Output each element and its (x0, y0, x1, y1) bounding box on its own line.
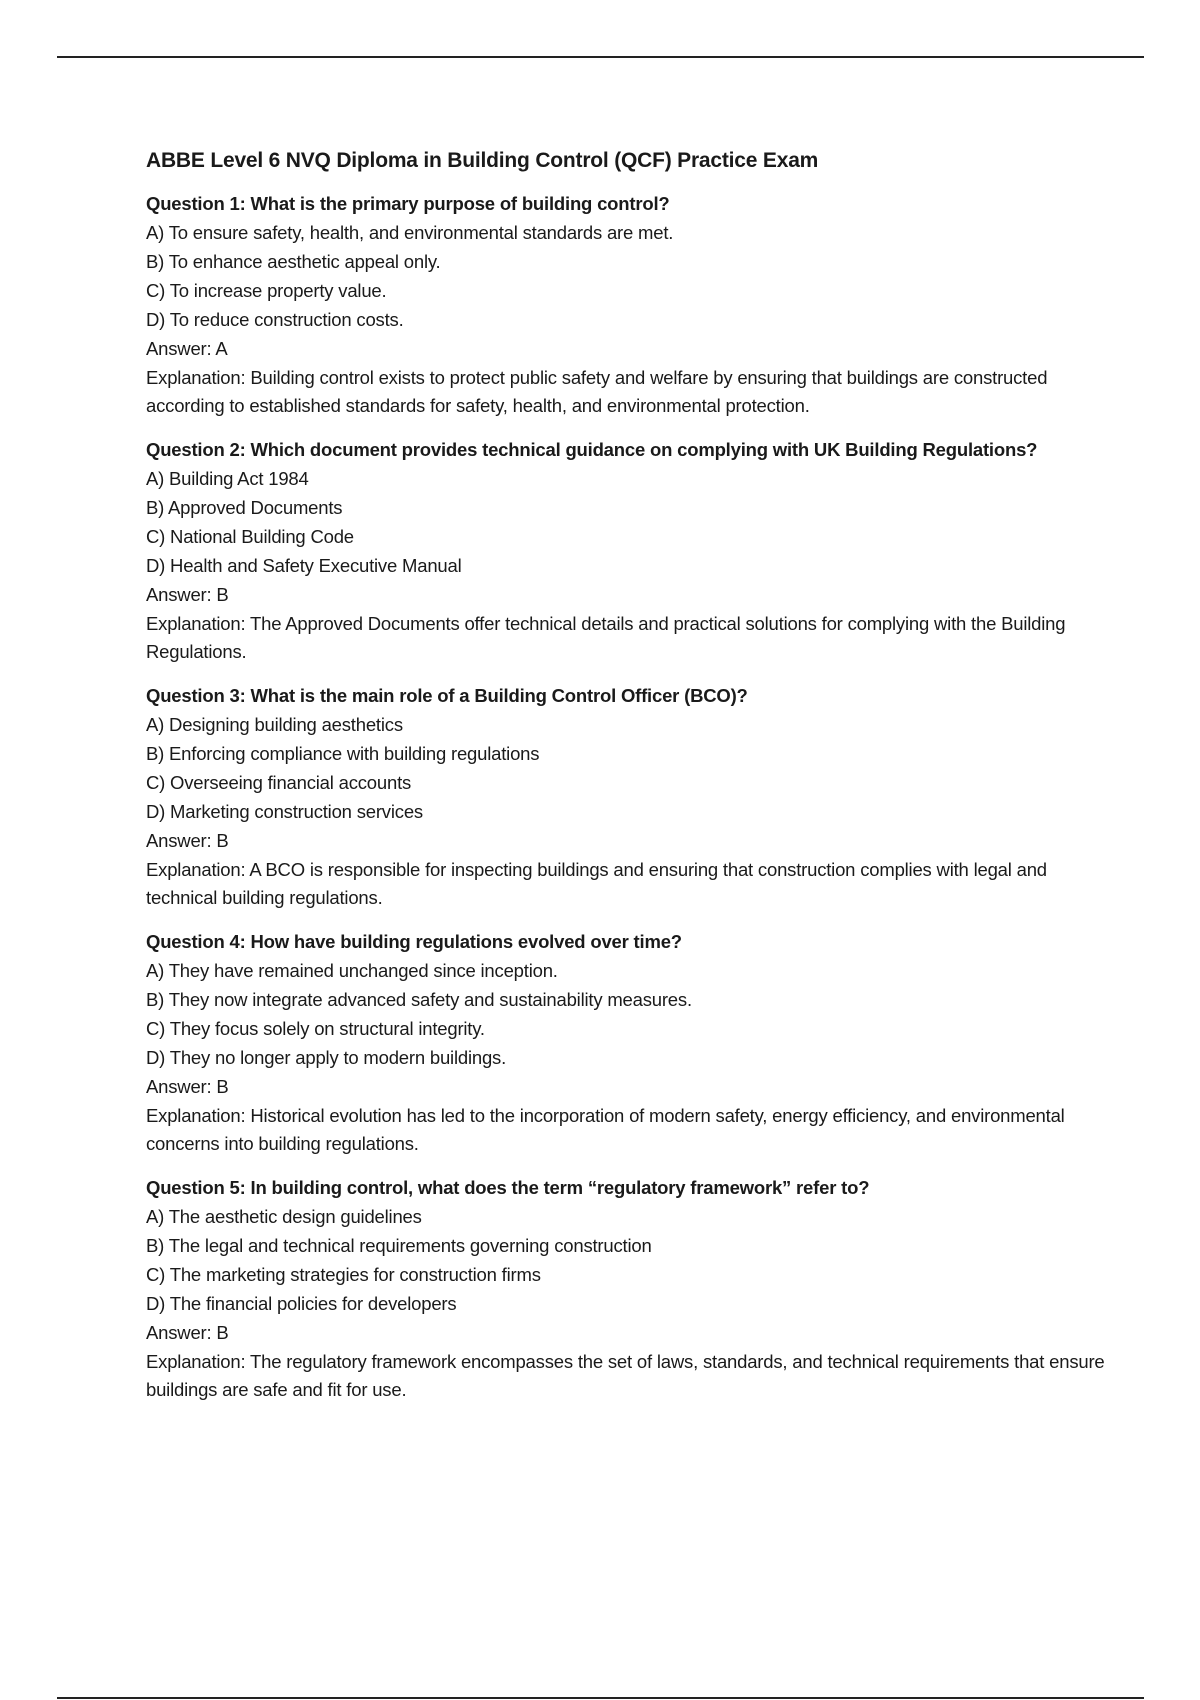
answer-text: Answer: B (146, 830, 229, 851)
option-c: C) National Building Code (146, 526, 354, 547)
answer-text: Answer: B (146, 584, 229, 605)
option-d: D) They no longer apply to modern buildings. (146, 1047, 507, 1068)
option-b: B) The legal and technical requirements governing construction (146, 1235, 652, 1256)
option-c: C) They focus solely on structural integrity. (146, 1018, 485, 1039)
question-text: Question 2: Which document provides technical guidance on complying with UK Building Regulations? (146, 439, 1038, 460)
bottom-rule (57, 1697, 1144, 1699)
option-b: B) Enforcing compliance with building regulations (146, 743, 540, 764)
answer-text: Answer: B (146, 1322, 229, 1343)
option-c: C) To increase property value. (146, 280, 387, 301)
question-block-4 (146, 928, 1106, 1158)
question-block-1 (146, 190, 1106, 420)
option-d: D) Marketing construction services (146, 801, 423, 822)
option-a: A) The aesthetic design guidelines (146, 1206, 422, 1227)
explanation-text: Explanation: The regulatory framework encompasses the set of laws, standards, and technical requirements that ensure buildings are safe and fit for use. (146, 1351, 1105, 1400)
explanation-text: Explanation: The Approved Documents offer technical details and practical solutions for complying with the Building Regulations. (146, 613, 1066, 662)
explanation-text: Explanation: A BCO is responsible for inspecting buildings and ensuring that construction complies with legal and technical building regulations. (146, 859, 1047, 908)
option-a: A) Building Act 1984 (146, 468, 309, 489)
document-title: ABBE Level 6 NVQ Diploma in Building Control (QCF) Practice Exam (146, 149, 819, 172)
explanation-text: Explanation: Historical evolution has led to the incorporation of modern safety, energy efficiency, and environmental concerns into building regulations. (146, 1105, 1065, 1154)
option-d: D) To reduce construction costs. (146, 309, 404, 330)
answer-text: Answer: B (146, 1076, 229, 1097)
answer-text: Answer: A (146, 338, 228, 359)
question-text: Question 3: What is the main role of a Building Control Officer (BCO)? (146, 685, 748, 706)
top-rule (57, 56, 1144, 58)
question-block-3 (146, 682, 1106, 912)
question-block-2 (146, 436, 1106, 666)
option-c: C) The marketing strategies for construction firms (146, 1264, 541, 1285)
option-d: D) Health and Safety Executive Manual (146, 555, 462, 576)
question-text: Question 5: In building control, what does the term “regulatory framework” refer to? (146, 1177, 870, 1198)
question-text: Question 1: What is the primary purpose of building control? (146, 193, 670, 214)
question-block-5 (146, 1174, 1106, 1404)
option-b: B) Approved Documents (146, 497, 343, 518)
option-a: A) To ensure safety, health, and environmental standards are met. (146, 222, 674, 243)
option-b: B) They now integrate advanced safety and sustainability measures. (146, 989, 692, 1010)
option-a: A) Designing building aesthetics (146, 714, 403, 735)
document-body (146, 146, 1106, 1420)
option-a: A) They have remained unchanged since inception. (146, 960, 558, 981)
explanation-text: Explanation: Building control exists to protect public safety and welfare by ensuring that buildings are constructed according to established standards for safety, health, and environmental protection. (146, 367, 1048, 416)
option-b: B) To enhance aesthetic appeal only. (146, 251, 441, 272)
option-c: C) Overseeing financial accounts (146, 772, 412, 793)
option-d: D) The financial policies for developers (146, 1293, 457, 1314)
question-text: Question 4: How have building regulations evolved over time? (146, 931, 682, 952)
